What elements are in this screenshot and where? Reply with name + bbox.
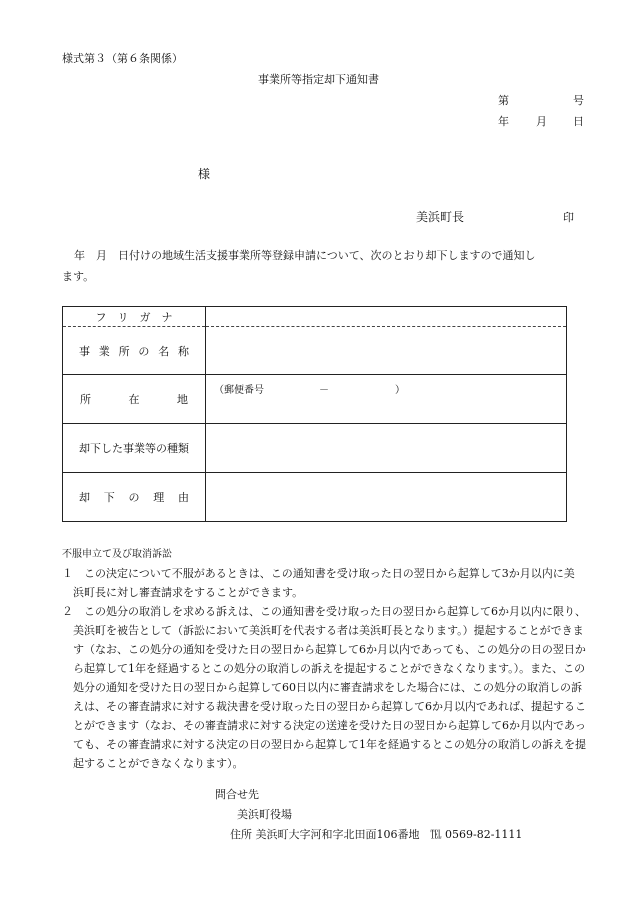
table-row [63, 473, 567, 522]
number-suffix: 号 [573, 94, 584, 107]
appeal-item-1-line: 浜町長に対し審査請求をすることができます。 [62, 586, 304, 599]
appeal-item-2-line: ても、その審査請求に対する決定の日の翌日から起算して1年を経過するとこの処分の取消しの訴えを提 [62, 738, 586, 751]
facility-name-field [206, 327, 567, 375]
table-row [63, 424, 567, 473]
appeal-item-2-line: とができます（なお、その審査請求に対する決定の送達を受けた日の翌日から起算して6か月以内であっ [62, 719, 586, 732]
date-year: 年 [498, 115, 509, 128]
body-text-line2: ます。 [62, 270, 95, 283]
notice-table [62, 306, 567, 522]
appeal-item-2-line: えは、その審査請求に対する裁決書を受け取った日の翌日から起算して6か月以内であれば、提起するこ [62, 700, 586, 713]
furigana-label: フ リ ガ ナ [63, 307, 206, 327]
contact-office: 美浜町役場 [237, 808, 292, 821]
appeal-heading: 不服申立て及び取消訴訟 [62, 549, 172, 560]
location-field [206, 375, 567, 424]
appeal-item-2-line: 処分の通知を受けた日の翌日から起算して60日以内に審査請求をした場合には、この処分の取消しの訴 [62, 681, 582, 694]
contact-address: 住所 美浜町大字河和字北田面106番地 ℡ 0569-82-1111 [230, 828, 523, 841]
appeal-item-2-line: ２ この処分の取消しを求める訴えは、この通知書を受け取った日の翌日から起算して6か月以内に限り、 [62, 605, 586, 618]
date-month: 月 [536, 115, 547, 128]
date-day: 日 [573, 115, 584, 128]
row-label-reason: 却 下 の 理 由 [63, 473, 206, 522]
row-label-facility-name: 事 業 所 の 名 称 [63, 327, 206, 375]
seal-mark: 印 [563, 211, 574, 224]
postal-open: （郵便番号 [214, 385, 264, 396]
contact-heading: 問合せ先 [215, 788, 259, 801]
issuer-name: 美浜町長 [416, 210, 465, 224]
postal-close: ） [395, 385, 405, 396]
table-row [63, 327, 567, 375]
row-label-location: 所 在 地 [63, 375, 206, 424]
document-title: 事業所等指定却下通知書 [258, 73, 379, 86]
appeal-item-2-line: ら起算して1年を経過するとこの処分の取消しの訴えを提起することができなくなります。）。また、この [62, 662, 586, 675]
reason-field [206, 473, 567, 522]
addressee-suffix: 様 [198, 167, 211, 181]
appeal-item-2 [62, 602, 586, 773]
body-text-line1: 年 月 日付けの地域生活支援事業所等登録申請について、次のとおり却下しますので通知し [74, 249, 536, 262]
number-label: 第 [498, 94, 509, 107]
form-number: 様式第３（第６条関係） [62, 52, 183, 65]
appeal-item-2-line: す（なお、この処分の通知を受けた日の翌日から起算して6か月以内であっても、この処分の日の翌日か [62, 643, 586, 656]
postal-dash: － [319, 385, 329, 396]
appeal-item-1-line: １ この決定について不服があるときは、この通知書を受け取った日の翌日から起算して3か月以内に美 [62, 567, 575, 580]
appeal-item-2-line: 起することができなくなります）。 [62, 757, 244, 770]
appeal-item-2-line: 美浜町を被告として（訴訟において美浜町を代表する者は美浜町長となります。）提起することができま [62, 624, 584, 637]
table-row [63, 375, 567, 424]
furigana-field [206, 307, 567, 327]
table-row-furigana [63, 307, 567, 327]
appeal-item-1 [62, 564, 575, 602]
row-label-rejected-type: 却下した事業等の種類 [63, 424, 206, 473]
rejected-type-field [206, 424, 567, 473]
